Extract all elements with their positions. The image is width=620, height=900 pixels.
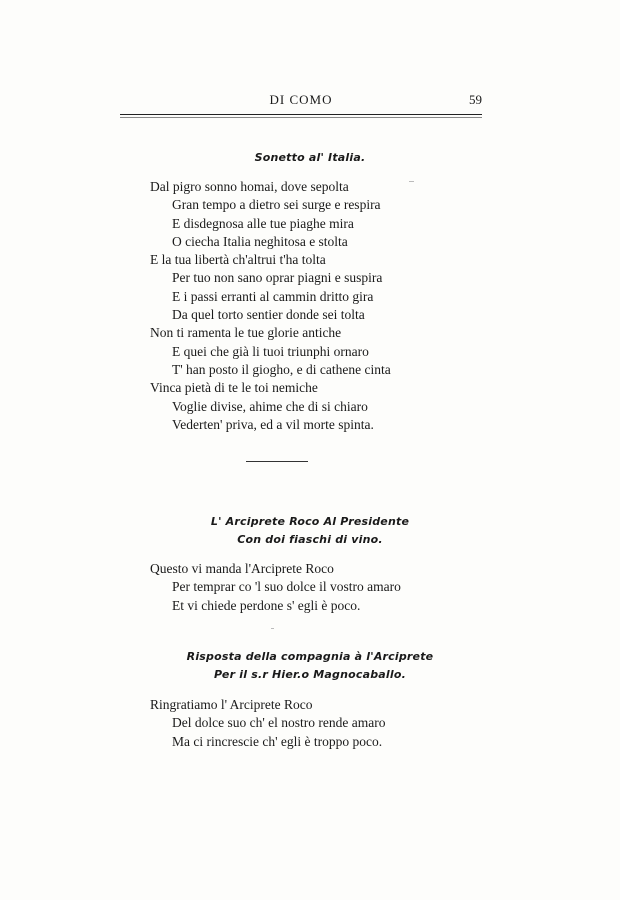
verse-line: Questo vi manda l'Arciprete Roco [150,561,334,576]
verse-line: E quei che già li tuoi triunphi ornaro [172,343,369,359]
verse-line: E la tua libertà ch'altrui t'ha tolta [150,252,326,268]
verse-line: Dal pigro sonno homai, dove sepolta [150,179,349,194]
sonnet-poem [150,178,470,434]
dedication-poem [150,560,470,615]
running-title: DI COMO [269,92,333,107]
verse-line: Da quel torto sentier donde sei tolta [172,307,365,323]
verse-line: Vederten' priva, ed a vil morte spinta. [172,416,374,432]
sonnet-title: Sonetto al' Italia. [254,151,366,164]
paper-speck [409,181,414,182]
response-title-line1: Risposta della compagnia à l'Arciprete [186,650,434,663]
verse-line: Del dolce suo ch' el nostro rende amaro [172,715,386,731]
response-title-line2: Per il s.r Hier.o Magnocaballo. [213,668,407,681]
header-rule [120,114,482,115]
verse-line: Vinca pietà di te le toi nemiche [150,380,318,396]
verse-line: Gran tempo a dietro sei surge e respira [172,197,381,213]
verse-line: Et vi chiede perdone s' egli è poco. [172,597,361,613]
response-poem [150,696,470,751]
dedication-title-line2: Con doi fiaschi di vino. [237,533,383,546]
section-divider [246,461,308,462]
verse-line: T' han posto il giogho, e di cathene cinta [172,361,391,377]
page-header [120,92,482,112]
verse-line: Voglie divise, ahime che di si chiaro [172,398,368,414]
verse-line: Per temprar co 'l suo dolce il vostro amaro [172,579,401,595]
verse-line: E disdegnosa alle tue piaghe mira [172,215,354,231]
verse-line: Ringratiamo l' Arciprete Roco [150,697,313,712]
header-rule-thin [120,117,482,118]
verse-line: Ma ci rincrescie ch' egli è troppo poco. [172,733,383,749]
verse-line: O ciecha Italia neghitosa e stolta [172,233,348,249]
paper-speck [271,628,274,629]
verse-line: Per tuo non sano oprar piagni e suspira [172,270,383,286]
dedication-title-line1: L' Arciprete Roco Al Presidente [210,515,410,528]
verse-line: E i passi erranti al cammin dritto gira [172,288,374,304]
verse-line: Non ti ramenta le tue glorie antiche [150,325,342,341]
page-number: 59 [469,92,482,107]
